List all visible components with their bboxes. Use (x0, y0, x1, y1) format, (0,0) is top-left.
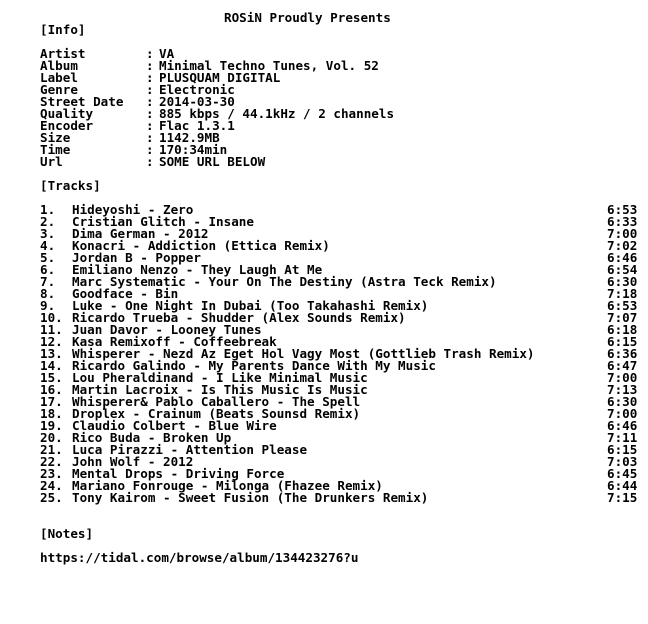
track-title: Claudio Colbert - Blue Wire (72, 418, 277, 433)
info-value: Minimal Techno Tunes, Vol. 52 (159, 58, 379, 73)
track-number: 8. (40, 286, 56, 301)
info-row-label: Label : PLUSQUAM DIGITAL (40, 70, 281, 85)
info-key: Album (40, 58, 78, 73)
track-number: 1. (40, 202, 56, 217)
track-title: Marc Systematic - Your On The Destiny (Astra Teck Remix) (72, 274, 497, 289)
track-duration: 6:33 (607, 214, 638, 229)
info-row-album: Album : Minimal Techno Tunes, Vol. 52 (40, 58, 379, 73)
track-title: Whisperer - Nezd Az Eget Hol Vagy Most (Gottlieb Trash Remix) (72, 346, 535, 361)
track-title: John Wolf - 2012 (72, 454, 194, 469)
info-value: VA (159, 46, 175, 61)
info-value: PLUSQUAM DIGITAL (159, 70, 281, 85)
track-title: Hideyoshi - Zero (72, 202, 194, 217)
nfo-document (40, 12, 640, 564)
info-row-genre: Genre : Electronic (40, 82, 235, 97)
track-number: 9. (40, 298, 56, 313)
track-duration: 7:00 (607, 370, 638, 385)
track-title: Kasa Remixoff - Coffeebreak (72, 334, 277, 349)
info-row-encoder: Encoder : Flac 1.3.1 (40, 118, 235, 133)
track-number: 15. (40, 370, 63, 385)
track-duration: 7:03 (607, 454, 638, 469)
page-title: ROSiN Proudly Presents (224, 10, 391, 25)
track-title: Whisperer& Pablo Caballero - The Spell (72, 394, 361, 409)
track-number: 11. (40, 322, 63, 337)
track-number: 18. (40, 406, 63, 421)
info-key: Artist (40, 46, 86, 61)
info-value: SOME URL BELOW (159, 154, 266, 169)
track-number: 13. (40, 346, 63, 361)
track-title: Ricardo Trueba - Shudder (Alex Sounds Remix) (72, 310, 406, 325)
track-number: 10. (40, 310, 63, 325)
info-key: Quality (40, 106, 94, 121)
track-title: Dima German - 2012 (72, 226, 209, 241)
track-duration: 7:07 (607, 310, 638, 325)
info-key: Size (40, 130, 71, 145)
track-title: Goodface - Bin (72, 286, 179, 301)
info-key: Genre (40, 82, 78, 97)
track-duration: 7:11 (607, 430, 638, 445)
track-duration: 6:30 (607, 274, 638, 289)
info-value: 1142.9MB (159, 130, 220, 145)
track-duration: 6:15 (607, 334, 638, 349)
track-duration: 7:15 (607, 490, 638, 505)
track-list (40, 204, 640, 504)
track-title: Lou Pheraldinand - I Like Minimal Music (72, 370, 368, 385)
track-title: Rico Buda - Broken Up (72, 430, 232, 445)
info-value: 2014-03-30 (159, 94, 235, 109)
info-row-quality: Quality : 885 kbps / 44.1kHz / 2 channels (40, 106, 395, 121)
track-number: 3. (40, 226, 56, 241)
info-section (40, 48, 640, 168)
track-number: 23. (40, 466, 63, 481)
info-key: Street Date (40, 94, 124, 109)
track-duration: 6:46 (607, 418, 638, 433)
track-title: Juan Davor - Looney Tunes (72, 322, 262, 337)
info-key: Encoder (40, 118, 94, 133)
track-number: 2. (40, 214, 56, 229)
notes-header: [Notes] (40, 526, 94, 541)
track-duration: 6:46 (607, 250, 638, 265)
track-number: 12. (40, 334, 63, 349)
track-number: 7. (40, 274, 56, 289)
track-title: Cristian Glitch - Insane (72, 214, 254, 229)
track-number: 5. (40, 250, 56, 265)
track-number: 19. (40, 418, 63, 433)
track-duration: 7:02 (607, 238, 638, 253)
tracks-header: [Tracks] (40, 178, 101, 193)
track-title: Jordan B - Popper (72, 250, 201, 265)
info-key: Label (40, 70, 78, 85)
track-duration: 6:44 (607, 478, 638, 493)
info-value: Flac 1.3.1 (159, 118, 235, 133)
track-duration: 6:15 (607, 442, 638, 457)
track-title: Emiliano Nenzo - They Laugh At Me (72, 262, 323, 277)
track-duration: 6:18 (607, 322, 638, 337)
track-duration: 6:47 (607, 358, 638, 373)
track-title: Tony Kairom - Sweet Fusion (The Drunkers Remix) (72, 490, 429, 505)
track-title: Mental Drops - Driving Force (72, 466, 285, 481)
info-header: [Info] (40, 22, 86, 37)
track-duration: 7:18 (607, 286, 638, 301)
info-row-time: Time : 170:34min (40, 142, 228, 157)
track-title: Mariano Fonrouge - Milonga (Fhazee Remix) (72, 478, 383, 493)
track-duration: 6:36 (607, 346, 638, 361)
track-duration: 6:30 (607, 394, 638, 409)
track-number: 24. (40, 478, 63, 493)
track-number: 17. (40, 394, 63, 409)
info-row-url: Url : SOME URL BELOW (40, 154, 266, 169)
info-value: 170:34min (159, 142, 228, 157)
info-key: Time (40, 142, 71, 157)
track-duration: 7:00 (607, 226, 638, 241)
track-number: 6. (40, 262, 56, 277)
track-duration: 7:13 (607, 382, 638, 397)
track-title: Konacri - Addiction (Ettica Remix) (72, 238, 330, 253)
track-duration: 6:53 (607, 298, 638, 313)
track-title: Droplex - Crainum (Beats Sounsd Remix) (72, 406, 361, 421)
track-number: 25. (40, 490, 63, 505)
track-duration: 6:54 (607, 262, 638, 277)
track-duration: 6:53 (607, 202, 638, 217)
track-duration: 7:00 (607, 406, 638, 421)
track-title: Martin Lacroix - Is This Music Is Music (72, 382, 368, 397)
track-number: 16. (40, 382, 63, 397)
track-number: 4. (40, 238, 56, 253)
track-number: 14. (40, 358, 63, 373)
track-duration: 6:45 (607, 466, 638, 481)
info-value: 885 kbps / 44.1kHz / 2 channels (159, 106, 395, 121)
info-row-size: Size : 1142.9MB (40, 130, 220, 145)
info-row-artist: Artist : VA (40, 46, 175, 61)
track-number: 22. (40, 454, 63, 469)
track-row (40, 492, 640, 504)
info-key: Url (40, 154, 63, 169)
notes-url: https://tidal.com/browse/album/134423276?u (40, 550, 359, 565)
info-row-street-date: Street Date : 2014-03-30 (40, 94, 235, 109)
track-title: Luke - One Night In Dubai (Too Takahashi Remix) (72, 298, 429, 313)
info-value: Electronic (159, 82, 235, 97)
track-number: 21. (40, 442, 63, 457)
track-title: Ricardo Galindo - My Parents Dance With My Music (72, 358, 436, 373)
track-title: Luca Pirazzi - Attention Please (72, 442, 308, 457)
track-number: 20. (40, 430, 63, 445)
